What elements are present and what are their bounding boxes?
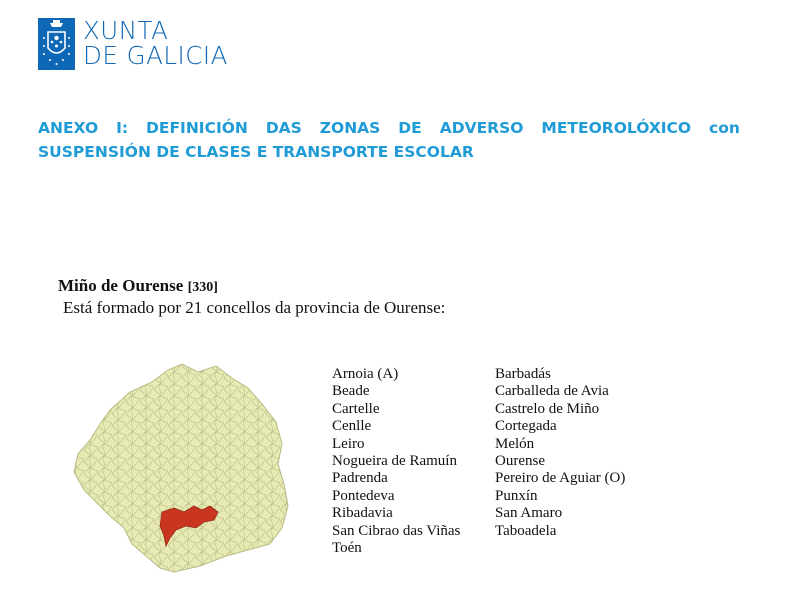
list-item: Beade xyxy=(332,383,370,400)
zone-name: Miño de Ourense xyxy=(58,276,184,295)
zone-description: Está formado por 21 concellos da provincia de Ourense: xyxy=(63,298,446,317)
logo-line-1: XUNTA xyxy=(83,16,169,45)
list-item: Carballeda de Avia xyxy=(495,383,609,400)
list-item: Melón xyxy=(495,435,535,452)
list-item: Padrenda xyxy=(332,470,388,487)
list-item: Nogueira de Ramuín xyxy=(332,453,457,470)
annex-word: ANEXO xyxy=(38,119,99,137)
municipality-list-1 xyxy=(332,366,460,557)
annex-heading xyxy=(38,116,740,164)
list-item: Pontedeva xyxy=(332,487,395,504)
xunta-wordmark xyxy=(83,18,228,68)
annex-word: ADVERSO xyxy=(439,119,524,137)
list-item: Pereiro de Aguiar (O) xyxy=(495,470,626,487)
list-item: Ourense xyxy=(495,453,545,470)
list-item: Leiro xyxy=(332,435,365,452)
list-item: Ribadavia xyxy=(332,505,393,522)
annex-word: ZONAS xyxy=(319,119,381,137)
list-item: San Amaro xyxy=(495,505,563,522)
zone-title xyxy=(58,276,218,296)
list-item: Cortegada xyxy=(495,418,557,435)
annex-word: DAS xyxy=(265,119,302,137)
list-item: Arnoia (A) xyxy=(332,366,399,382)
annex-word: DEFINICIÓN xyxy=(146,119,248,137)
zone-code: [330] xyxy=(187,280,218,295)
galicia-coat-of-arms-icon xyxy=(38,18,75,70)
annex-word: con xyxy=(709,119,740,137)
list-item: Cenlle xyxy=(332,418,372,435)
annex-word: METEOROLÓXICO xyxy=(541,119,692,137)
list-item: Punxín xyxy=(495,487,538,504)
galicia-zone-map xyxy=(70,360,295,575)
annex-word: I: xyxy=(116,119,129,137)
logo-line-2: DE GALICIA xyxy=(83,41,228,70)
list-item: San Cibrao das Viñas xyxy=(332,522,461,539)
list-item: Cartelle xyxy=(332,400,380,417)
list-item: Barbadás xyxy=(495,366,551,382)
list-item: Castrelo de Miño xyxy=(495,400,600,417)
xunta-logo xyxy=(38,18,228,70)
list-item: Taboadela xyxy=(495,522,557,539)
annex-heading-line-1 xyxy=(38,116,740,140)
municipality-list-2 xyxy=(495,366,625,540)
annex-word: DE xyxy=(398,119,422,137)
annex-heading-line-2: SUSPENSIÓN DE CLASES E TRANSPORTE ESCOLAR xyxy=(38,143,474,161)
list-item: Toén xyxy=(332,540,362,557)
